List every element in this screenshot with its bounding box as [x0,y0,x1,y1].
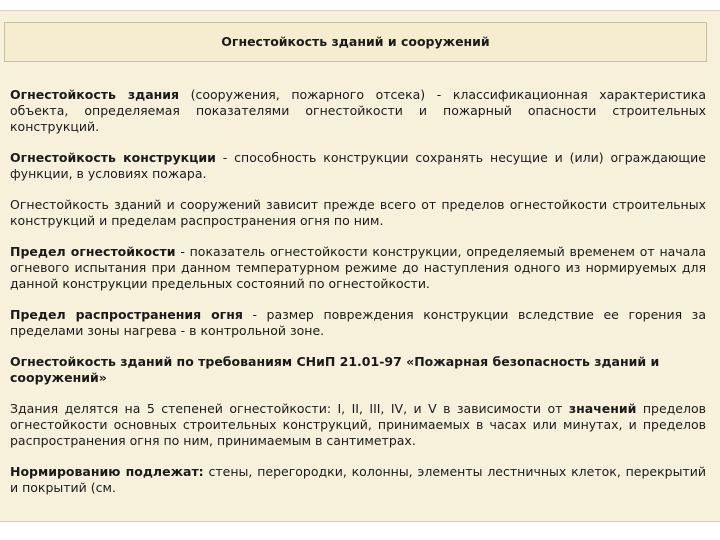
paragraph-construction-fire-resistance [10,150,706,182]
paragraph-degrees [10,401,706,449]
content-body [10,87,706,511]
paragraph-building-fire-resistance [10,87,706,135]
definition: - размер повреждения конструкции вследствие ее горения за пределами зоны нагрева - в контрольной зоне. [10,307,706,338]
paragraph-fire-resistance-limit [10,244,706,292]
definition: Огнестойкость зданий и сооружений зависит прежде всего от пределов огнестойкости строительных конструкций и пределам распространения огня по ним. [10,197,706,228]
slide [0,10,720,522]
term: Предел огнестойкости [10,244,176,259]
term: Огнестойкость здания [10,87,180,102]
title-box [4,22,707,62]
definition: - показатель огнестойкости конструкции, определяемый временем от начала огневого испытания при данном температурном режиме до наступления одного из нормируемых для данной конструкции предельных состояний по огнестойкости. [10,244,706,291]
definition: - способность конструкции сохранять несущие и (или) ограждающие функции, в условиях пожара. [10,150,706,181]
term: Огнестойкость конструкции [10,150,216,165]
text-before: Здания делятся на 5 степеней огнестойкости: I, II, III, IV, и V в зависимости от [10,401,569,416]
paragraph-normalized [10,464,706,496]
definition: (сооружения, пожарного отсека) - классификационная характеристика объекта, определяемая показателями огнестойкости и пожарный опасности строительных конструкций. [10,87,706,134]
definition: стены, перегородки, колонны, элементы лестничных клеток, перекрытий и покрытий (см. [10,464,706,495]
text-after: пределов огнестойкости основных строительных конструкций, принимаемых в часах или минутах, и пределов распространения огня по ним, принимаемым в сантиметрах. [10,401,707,448]
slide-title: Огнестойкость зданий и сооружений [221,34,490,49]
paragraph-fire-spread-limit [10,307,706,339]
emphasis: значений [568,401,637,416]
section-heading: Огнестойкость зданий по требованиям СНиП 21.01-97 «Пожарная безопасность зданий и сооружений» [10,354,660,385]
paragraph-dependence [10,197,706,229]
term: Предел распространения огня [10,307,243,322]
term: Нормированию подлежат: [10,464,204,479]
